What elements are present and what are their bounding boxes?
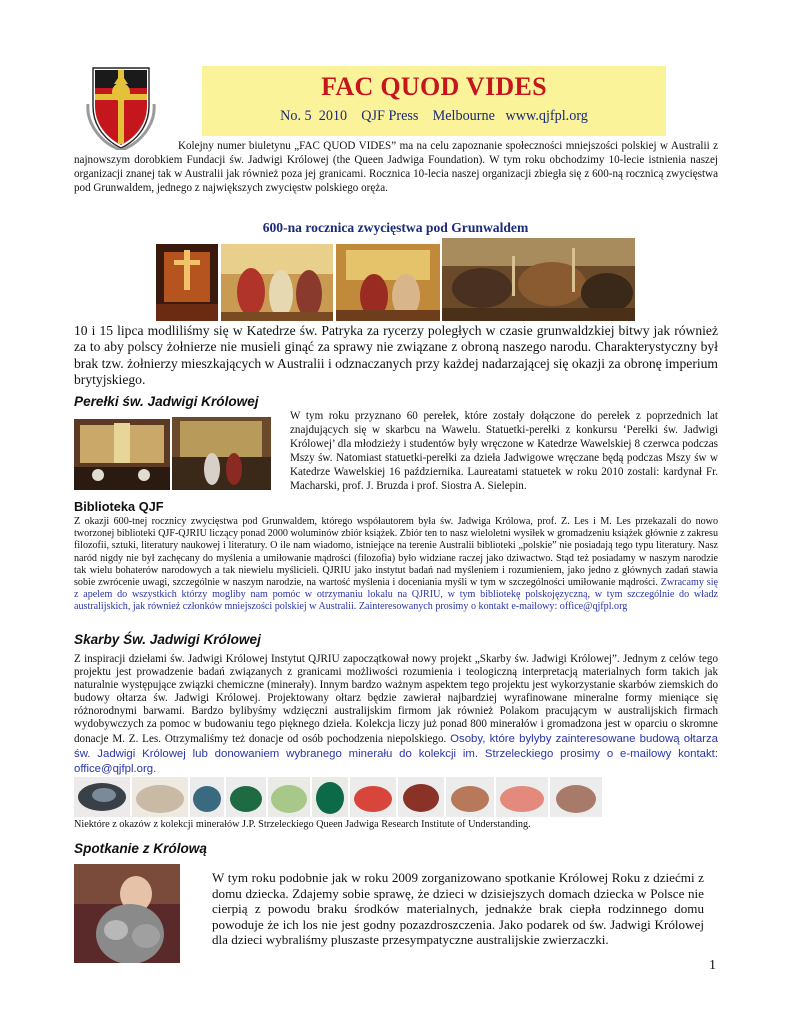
coronation-painting [221,244,333,321]
minerals-caption: Niektóre z okazów z kolekcji minerałów J.P. Strzeleckiego Queen Jadwiga Research Institute of Understanding. [74,819,531,830]
spotkanie-section [212,870,704,948]
wawel-ceremony-photo-1 [74,419,170,490]
skarby-section [74,653,718,777]
biblioteka-heading: Biblioteka QJF [74,499,164,514]
mineral-specimen-11 [550,777,602,817]
perelki-paragraph: W tym roku przyznano 60 perełek, które zostały dołączone do perełek z poprzednich lat znajdujących się w skarbcu na Wawelu. Statuetki-perełki z konkursu ‘Perełki św. Jadwigi Królowej’ dla młodzieży i studentów były wręczone w Katedrze Wawelskiej 8 czerwca podczas Mszy św. Natomiast statuetki-perełki za dzieła Jadwigowe wręczane będą podczas Mszy św w Katedrze Wawelskiej 16 października. Laureatami statuetek w roku 2010 zostali: kardynał Fr. Macharski, prof. J. Bruzda i prof. Siostra A. Sielepin. [290,410,718,492]
perelki-section [290,410,718,493]
mineral-specimen-4 [226,777,266,817]
mineral-specimen-8 [398,777,444,817]
battle-of-grunwald-painting [442,238,635,321]
queen-with-children-photo [74,864,180,963]
mineral-specimen-7 [350,777,396,817]
biblioteka-contact: Zainteresowanych prosimy o kontakt e-mailowy: office@qjfpl.org [358,601,628,613]
mineral-specimen-6 [312,777,348,817]
grunwald-paragraph: 10 i 15 lipca modliliśmy się w Katedrze św. Patryka za rycerzy poległych w czasie grunwaldzkiej bitwy jak również za to aby polscy żołnierze nie musieli ginąć za sprawy nie związane z obroną naszego narodu. Charakterystyczny był brak tzw. żołnierzy mieszkających w Australii i odznaczanych przy każdej nadarzającej się okazji za obronę imperium brytyjskiego. [74,323,718,387]
header-banner [202,66,666,136]
biblioteka-paragraph: Z okazji 600-tnej rocznicy zwycięstwa pod Grunwaldem, którego współautorem była św. Jadwiga Królowa, prof. Z. Les i M. Les przekazali do nowo tworzonej biblioteki QJF-QJRIU liczący ponad 2000 woluminów zbiór książek. Zbiór ten to nasz wieloletni wysiłek w gromadzeniu książek głównie z zakresu filozofii, sztuki, literatury naukowej i literatury. O ile nam wiadomo, istniejące na terenie Australii biblioteki „polskie” nie posiadają tego typu literatury. Nasz naród nigdy nie był zachęcany do myślenia a umiłowanie mądrości (filozofia) było widziane raczej jako dziwactwo. Stąd też posiadamy w naszym narodzie tak wielu bohaterów narodowych a tak niewielu myślicieli. QJRIU jako instytut badań nad myśleniem i rozumieniem, jako jedno z głównych zadań stawia sobie zwrócenie uwagi, szczególnie w naszym narodzie, na wartość myślenia i doceniania myśli w tym w szczególności umiłowanie mądrości. [74,516,718,589]
mineral-specimen-1 [74,777,130,817]
mineral-specimen-3 [190,777,224,817]
page-number: 1 [709,958,716,973]
spotkanie-heading: Spotkanie z Królową [74,841,207,856]
foundation-crest-logo [84,64,158,150]
intro-section [74,140,718,196]
grunwald-section [74,323,718,388]
biblioteka-section [74,516,718,614]
mineral-specimen-5 [268,777,310,817]
perelki-heading: Perełki św. Jadwigi Królowej [74,394,259,409]
newsletter-subtitle: No. 5 2010 QJF Press Melbourne www.qjfpl.org [280,108,588,124]
newsletter-title: FAC QUOD VIDES [321,72,547,101]
mineral-specimen-9 [446,777,494,817]
skarby-appeal: Osoby, które bylyby zainteresowane budową ołtarza św. Jadwigi Królowej lub donowaniem wybranego minerału do kolekcji im. Strzeleckiego prosimy o e-mailowy kontakt: office@qjfpl.org. [74,732,718,775]
mineral-specimen-2 [132,777,188,817]
skarby-paragraph: Z inspiracji dziełami św. Jadwigi Królowej Instytut QJRIU zapoczątkował nowy projekt „Skarby św. Jadwigi Królowej”. Jednym z celów tego projektu jest prowadzenie badań związanych z granicami możliwości rozumienia i teologiczną interpretacją materialnych form takich jak naturalnie występujące związki chemiczne (minerały). Innym bardzo ważnym aspektem tego projektu jest wykorzystanie skarbów ziemskich do budowy ołtarza św. Jadwigi Królowej. Projektowany ołtarz będzie zawierał najbardziej wyrafinowane mineralne formy mieniące się różnorodnymi barwami. Bardzo bylibyśmy wdzięczni australijskim firmom jak również Polakom pracującym w australijskich firmach wydobywczych za pomoc w budowaniu tego pięknego dzieła. Kolekcja liczy już ponad 800 minerałów i gromadzona jest w oparciu o skromne donacje M. Z. Les. Otrzymaliśmy też donacje od osób pochodzenia niepolskiego. [74,653,718,745]
skarby-heading: Skarby Św. Jadwigi Królowej [74,632,261,647]
altar-painting [336,244,440,321]
wawel-ceremony-photo-2 [172,417,271,490]
biblioteka-appeal: Zwracamy się z apelem do wszystkich którzy mogliby nam pomóc w otrzymaniu lokalu na QJRIU, w tym bibliotekę polskojęzyczną, w tym szczególnie do władz australijskich, jak również członków mniejszości polskiej w Australii. [74,577,718,613]
mineral-specimen-10 [496,777,548,817]
intro-paragraph: Kolejny numer biuletynu „FAC QUOD VIDES” ma na celu zapoznanie społeczności mniejszości polskiej w Australii z najnowszym dorobkiem Fundacji św. Jadwigi Królowej (the Queen Jadwiga Foundation). W tym roku obchodzimy 10-lecie istnienia naszej organizacji znanej tak w Australii jak również poza jej granicami. Rocznica 10-lecia naszej organizacji zbiegła się z 600-ną rocznicą zwycięstwa pod Grunwaldem, jednego z największych zwycięstw polskiego oręża. [74,140,718,194]
spotkanie-paragraph: W tym roku podobnie jak w roku 2009 zorganizowano spotkanie Królowej Roku z dziećmi z domu dziecka. Zdajemy sobie sprawę, że dzieci w dzisiejszych domach dziecka w Polsce nie cierpią z powodu braku środków materialnych, jednakże brak ciepła rodzinnego domu powoduje że ich los nie jest godny pozazdroszczenia. Jako podarek od św. Jadwigi Królowej dla dzieci wybraliśmy pluszaste przesympatyczne australijskie zwierzaczki. [212,870,704,948]
grunwald-heading: 600-na rocznica zwycięstwa pod Grunwaldem [262,220,529,235]
cathedral-photo [156,244,218,321]
